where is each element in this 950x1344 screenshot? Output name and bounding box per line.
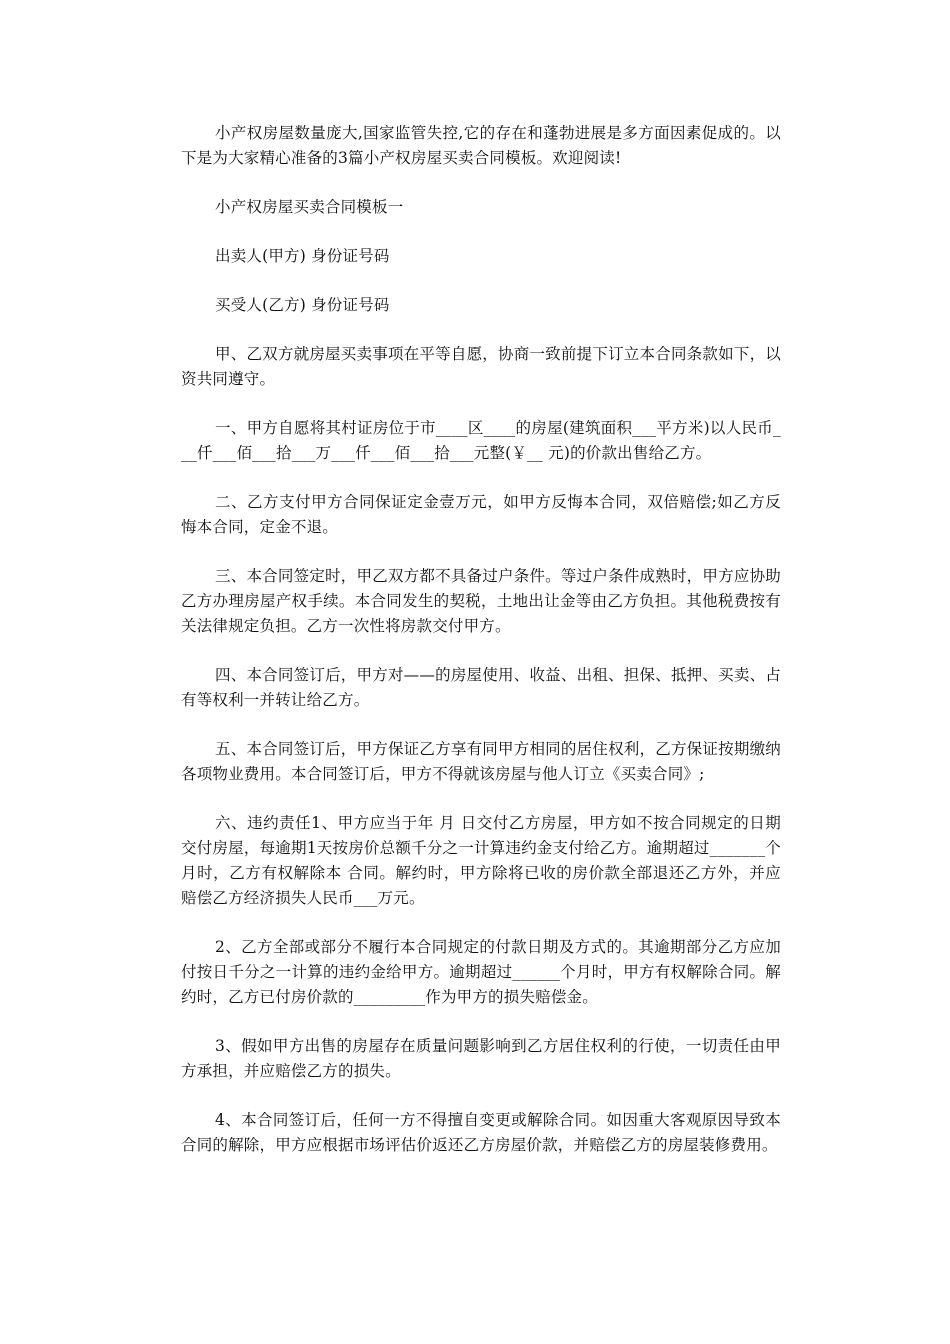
- buyer-line: 买受人(乙方) 身份证号码: [215, 296, 390, 314]
- clause-6-item-1: 六、违约责任1、甲方应当于年 月 日交付乙方房屋，甲方如不按合同规定的日期交付房屋，每逾期1天按房价总额千分之一计算违约金支付给乙方。逾期超过_______个月时，乙方有权解除本 合同。解约时，甲方除将已收的房价款全部退还乙方外，并应赔偿乙方经济损失人民币___万元。: [181, 814, 781, 907]
- preamble-paragraph: 甲、乙双方就房屋买卖事项在平等自愿，协商一致前提下订立本合同条款如下，以资共同遵守。: [181, 345, 781, 388]
- clause-6-item-2: 2、乙方全部或部分不履行本合同规定的付款日期及方式的。其逾期部分乙方应加付按日千分之一计算的违约金给甲方。逾期超过______个月时，甲方有权解除合同。解约时，乙方已付房价款的_________作为甲方的损失赔偿金。: [181, 938, 781, 1006]
- clause-1: 一、甲方自愿将其村证房位于市____区____的房屋(建筑面积___平方米)以人民币___仟___佰___拾___万___仟___佰___拾___元整(￥__ 元)的价款出售给乙方。: [181, 419, 781, 462]
- clause-6-item-4: 4、本合同签订后，任何一方不得擅自变更或解除合同。如因重大客观原因导致本合同的解除，甲方应根据市场评估价返还乙方房屋价款，并赔偿乙方的房屋装修费用。: [181, 1111, 781, 1154]
- clause-2: 二、乙方支付甲方合同保证定金壹万元，如甲方反悔本合同，双倍赔偿;如乙方反悔本合同，定金不退。: [181, 493, 781, 536]
- document-body: [181, 121, 781, 1182]
- clause-4: 四、本合同签订后，甲方对——的房屋使用、收益、出租、担保、抵押、买卖、占有等权利一并转让给乙方。: [181, 666, 781, 709]
- intro-paragraph: 小产权房屋数量庞大,国家监管失控,它的存在和蓬勃进展是多方面因素促成的。以下是为大家精心准备的3篇小产权房屋买卖合同模板。欢迎阅读!: [181, 124, 781, 167]
- seller-line: 出卖人(甲方) 身份证号码: [215, 247, 390, 265]
- clause-5: 五、本合同签订后，甲方保证乙方享有同甲方相同的居住权利，乙方保证按期缴纳各项物业费用。本合同签订后，甲方不得就该房屋与他人订立《买卖合同》;: [181, 740, 781, 783]
- clause-3: 三、本合同签定时，甲乙双方都不具备过户条件。等过户条件成熟时，甲方应协助乙方办理房屋产权手续。本合同发生的契税，土地出让金等由乙方负担。其他税费按有关法律规定负担。乙方一次性将房款交付甲方。: [181, 567, 781, 635]
- clause-6-item-3: 3、假如甲方出售的房屋存在质量问题影响到乙方居住权利的行使，一切责任由甲方承担，并应赔偿乙方的损失。: [181, 1037, 781, 1080]
- contract-title: 小产权房屋买卖合同模板一: [215, 198, 404, 216]
